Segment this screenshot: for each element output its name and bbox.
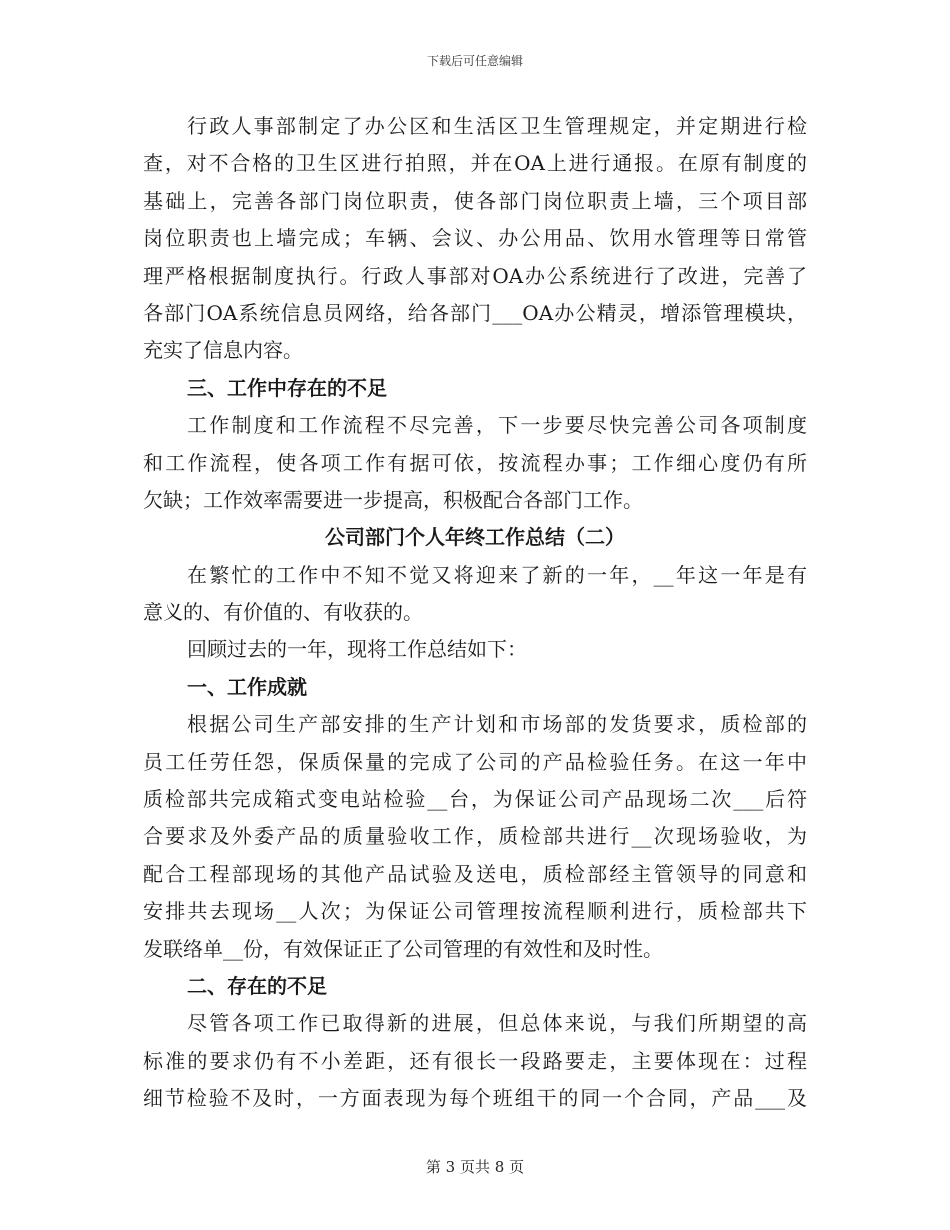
- text-line: 在繁忙的工作中不知不觉又将迎来了新的一年，__年这一年是有: [187, 562, 807, 587]
- text-line: 标准的要求仍有不小差距，还有很长一段路要走，主要体现在：过程: [143, 1048, 807, 1073]
- text-line: 员工任劳任怨，保质保量的完成了公司的产品检验任务。在这一年中: [143, 749, 807, 774]
- text-line: 查，对不合格的卫生区进行拍照，并在OA上进行通报。在原有制度的: [143, 151, 807, 176]
- text-line: 行政人事部制定了办公区和生活区卫生管理规定，并定期进行检: [187, 114, 807, 138]
- text-line: 配合工程部现场的其他产品试验及送电，质检部经主管领导的同意和: [143, 861, 807, 886]
- section-heading: 三、工作中存在的不足: [187, 375, 387, 400]
- text-line: 质检部共完成箱式变电站检验__台，为保证公司产品现场二次___后符: [143, 787, 807, 812]
- text-line: 合要求及外委产品的质量验收工作，质检部共进行__次现场验收，为: [143, 824, 807, 849]
- section-heading: 一、工作成就: [187, 674, 307, 699]
- section-heading: 二、存在的不足: [187, 973, 327, 998]
- page-header: 下载后可任意编辑: [426, 54, 523, 68]
- text-line: 安排共去现场__人次；为保证公司管理按流程顺利进行，质检部共下: [143, 899, 807, 924]
- text-line: 工作制度和工作流程不尽完善，下一步要尽快完善公司各项制度: [187, 413, 807, 438]
- text-line: 意义的、有价值的、有收获的。: [143, 600, 423, 625]
- text-line: 发联络单__份，有效保证正了公司管理的有效性和及时性。: [143, 936, 663, 961]
- text-line: 理严格根据制度执行。行政人事部对OA办公系统进行了改进，完善了: [143, 263, 807, 288]
- text-line: 和工作流程，使各项工作有据可依，按流程办事；工作细心度仍有所: [143, 450, 807, 475]
- text-line: 回顾过去的一年，现将工作总结如下：: [187, 637, 527, 662]
- text-line: 尽管各项工作已取得新的进展，但总体来说，与我们所期望的高: [187, 1011, 807, 1036]
- page-footer: 第 3 页共 8 页: [425, 1158, 525, 1176]
- text-line: 岗位职责也上墙完成；车辆、会议、办公用品、饮用水管理等日常管: [143, 226, 807, 251]
- text-line: 细节检验不及时，一方面表现为每个班组干的同一个合同，产品___及: [143, 1086, 807, 1111]
- text-line: 基础上，完善各部门岗位职责，使各部门岗位职责上墙，三个项目部: [143, 188, 807, 213]
- text-line: 充实了信息内容。: [143, 338, 303, 363]
- text-line: 各部门OA系统信息员网络，给各部门___OA办公精灵，增添管理模块，: [143, 300, 807, 325]
- document-title: 公司部门个人年终工作总结（二）: [325, 525, 625, 550]
- document-body: [143, 108, 807, 1118]
- text-line: 欠缺；工作效率需要进一步提高，积极配合各部门工作。: [143, 487, 643, 512]
- text-line: 根据公司生产部安排的生产计划和市场部的发货要求，质检部的: [187, 712, 807, 737]
